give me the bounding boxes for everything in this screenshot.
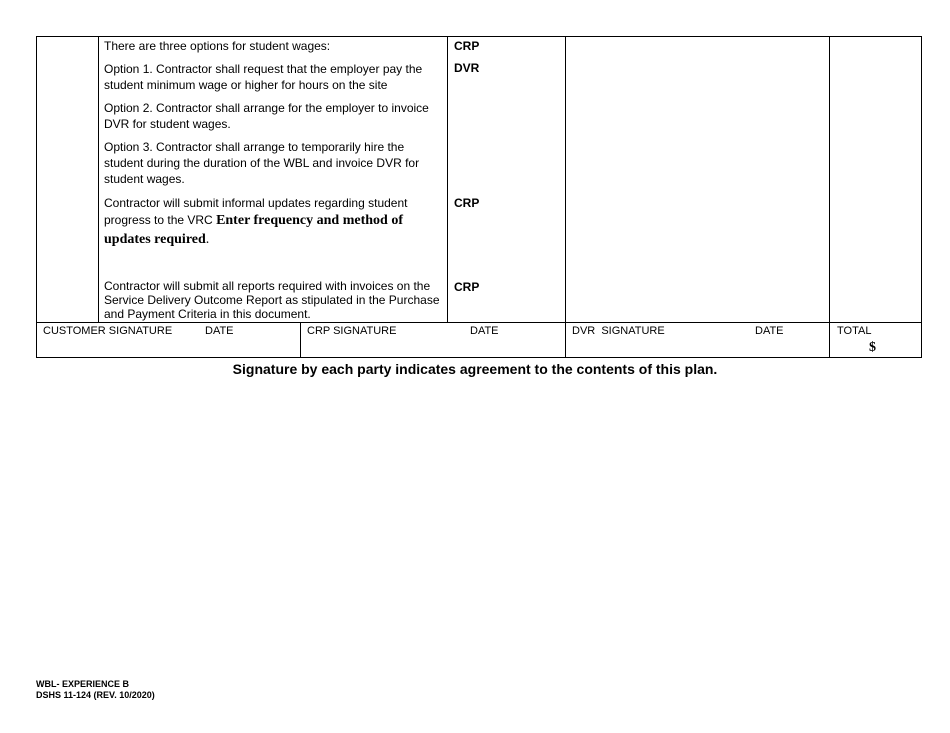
updates-required-placeholder[interactable]: updates required xyxy=(104,232,206,247)
reports-line2: Service Delivery Outcome Report as stipulated in the Purchase xyxy=(104,293,440,307)
option3-line3: student wages. xyxy=(104,172,185,186)
reports-line3: and Payment Criteria in this document. xyxy=(104,307,311,321)
wages-intro-text: There are three options for student wages: xyxy=(104,39,331,53)
agreement-statement: Signature by each party indicates agreement to the contents of this plan. xyxy=(232,361,718,377)
dvr-date-label: DATE xyxy=(755,325,784,337)
option2-line2: DVR for student wages. xyxy=(104,117,231,131)
option3-line1: Option 3. Contractor shall arrange to temporarily hire the xyxy=(104,140,405,154)
customer-signature-label: CUSTOMER SIGNATURE xyxy=(43,325,173,337)
reports-line1: Contractor will submit all reports required with invoices on the xyxy=(104,279,431,293)
crp-signature-label: CRP SIGNATURE xyxy=(307,325,397,337)
option1-line2: student minimum wage or higher for hours on the site xyxy=(104,78,388,92)
dvr-signature-label: DVR SIGNATURE xyxy=(572,325,665,337)
form-name: WBL- EXPERIENCE B xyxy=(36,679,130,689)
responsible-dvr-wages: DVR xyxy=(454,61,480,75)
total-currency: $ xyxy=(869,340,876,355)
responsible-crp-updates: CRP xyxy=(454,196,480,210)
updates-line2-prefix: progress to the VRC xyxy=(104,213,217,227)
updates-frequency-placeholder[interactable]: Enter frequency and method of xyxy=(216,213,403,228)
updates-line3-suffix: . xyxy=(205,232,210,247)
responsible-crp-reports: CRP xyxy=(454,280,480,294)
customer-date-label: DATE xyxy=(205,325,234,337)
option3-line2: student during the duration of the WBL and invoice DVR for xyxy=(104,156,420,170)
dvr-signature-field[interactable] xyxy=(566,323,829,357)
total-field[interactable] xyxy=(830,323,921,357)
responsible-crp-wages: CRP xyxy=(454,39,480,53)
option1-line1: Option 1. Contractor shall request that the employer pay the xyxy=(104,62,423,76)
form-number: DSHS 11-124 (REV. 10/2020) xyxy=(36,690,155,700)
updates-line2 xyxy=(104,212,403,229)
crp-signature-field[interactable] xyxy=(301,323,565,357)
updates-line3 xyxy=(104,231,209,248)
total-label: TOTAL xyxy=(837,325,872,337)
customer-signature-field[interactable] xyxy=(37,323,300,357)
option2-line1: Option 2. Contractor shall arrange for the employer to invoice xyxy=(104,101,429,115)
updates-line1: Contractor will submit informal updates regarding student xyxy=(104,196,408,210)
crp-date-label: DATE xyxy=(470,325,499,337)
